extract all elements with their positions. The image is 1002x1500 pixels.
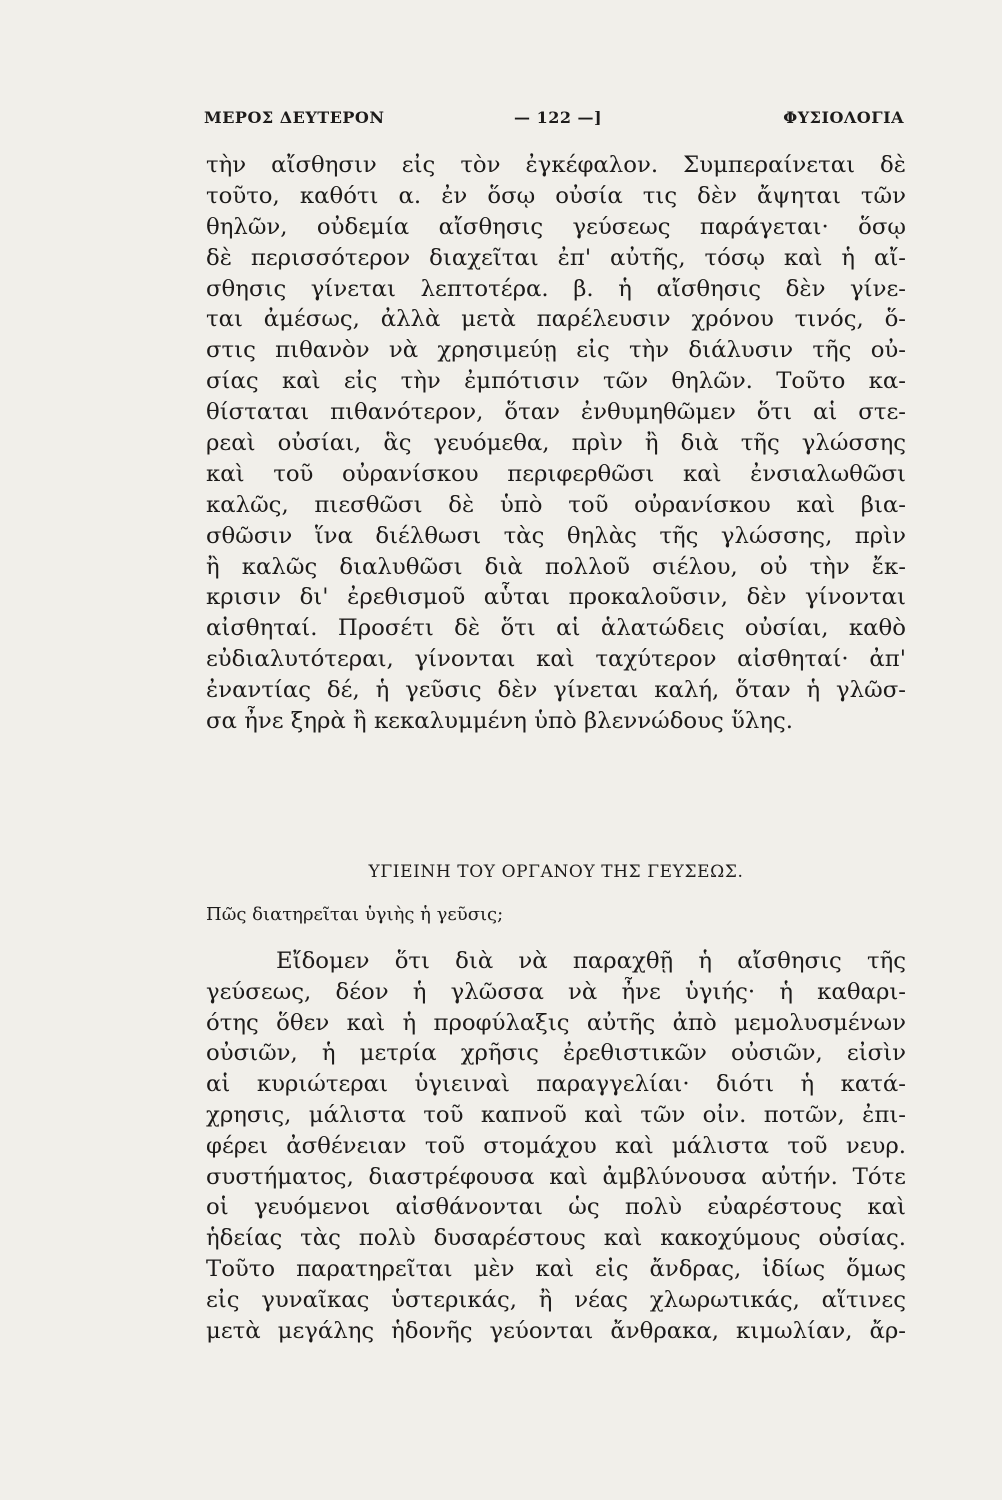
text-line: δὲ περισσότερον διαχεῖται ἐπ' αὐτῆς, τόσῳ καὶ ἡ αἴ- <box>206 244 906 271</box>
paragraph-physiology <box>206 150 906 737</box>
text-line: σθησις γίνεται λεπτοτέρα. β. ἡ αἴσθησις δὲν γίνε- <box>206 275 906 302</box>
text-line: σίας καὶ εἰς τὴν ἐμπότισιν τῶν θηλῶν. Τοῦτο κα- <box>206 368 906 395</box>
running-head <box>204 108 904 138</box>
text-line: ἐναντίας δέ, ἡ γεῦσις δὲν γίνεται καλή, ὅταν ἡ γλῶσ- <box>206 677 906 704</box>
text-line: θίσταται πιθανότερον, ὅταν ἐνθυμηθῶμεν ὅτι αἱ στε- <box>206 399 906 426</box>
text-line: κρισιν δι' ἐρεθισμοῦ αὗται προκαλοῦσιν, δὲν γίνονται <box>206 584 906 611</box>
text-line: γεύσεως, δέον ἡ γλῶσσα νὰ ἦνε ὑγιής· ἡ καθαρι- <box>206 978 906 1005</box>
text-line: μετὰ μεγάλης ἡδονῆς γεύονται ἄνθρακα, κιμωλίαν, ἄρ- <box>206 1317 906 1344</box>
text-line: τὴν αἴσθησιν εἰς τὸν ἐγκέφαλον. Συμπεραίνεται δὲ <box>206 152 906 178</box>
text-line: καὶ τοῦ οὐρανίσκου περιφερθῶσι καὶ ἐνσιαλωθῶσι <box>206 460 906 487</box>
text-line: θηλῶν, οὐδεμία αἴσθησις γεύσεως παράγεται· ὅσῳ <box>206 213 906 240</box>
text-line: χρησις, μάλιστα τοῦ καπνοῦ καὶ τῶν οἰν. ποτῶν, ἐπι- <box>206 1101 906 1128</box>
text-line: οἱ γευόμενοι αἰσθάνονται ὡς πολὺ εὐαρέστους καὶ <box>206 1194 906 1221</box>
text-line: εὐδιαλυτότεραι, γίνονται καὶ ταχύτερον αἰσθηταί· ἀπ' <box>206 646 906 673</box>
text-line: τοῦτο, καθότι α. ἐν ὅσῳ οὐσία τις δὲν ἄψηται τῶν <box>206 182 906 209</box>
text-line: ται ἀμέσως, ἀλλὰ μετὰ παρέλευσιν χρόνου τινός, ὅ- <box>206 306 906 333</box>
text-line: ρεαὶ οὐσίαι, ἃς γευόμεθα, πρὶν ἢ διὰ τῆς γλώσσης <box>206 430 906 457</box>
paragraph-hygiene <box>206 946 906 1346</box>
text-line: Τοῦτο παρατηρεῖται μὲν καὶ εἰς ἄνδρας, ἰδίως ὅμως <box>206 1255 906 1282</box>
text-line: ἢ καλῶς διαλυθῶσι διὰ πολλοῦ σιέλου, οὐ τὴν ἔκ- <box>206 553 906 580</box>
text-line: οὐσιῶν, ἡ μετρία χρῆσις ἐρεθιστικῶν οὐσιῶν, εἰσὶν <box>206 1040 906 1067</box>
text-line: φέρει ἀσθένειαν τοῦ στομάχου καὶ μάλιστα τοῦ νευρ. <box>206 1132 906 1159</box>
text-line: συστήματος, διαστρέφουσα καὶ ἀμβλύνουσα αὐτήν. Τότε <box>206 1163 906 1190</box>
section-heading: ΥΓΙΕΙΝΗ ΤΟΥ ΟΡΓΑΝΟΥ ΤΗΣ ΓΕΥΣΕΩΣ. <box>368 862 744 882</box>
text-line: στις πιθανὸν νὰ χρησιμεύῃ εἰς τὴν διάλυσιν τῆς οὐ- <box>206 337 906 364</box>
text-line: σθῶσιν ἵνα διέλθωσι τὰς θηλὰς τῆς γλώσσης, πρὶν <box>206 522 906 549</box>
text-line: ότης ὅθεν καὶ ἡ προφύλαξις αὐτῆς ἀπὸ μεμολυσμένων <box>206 1009 906 1036</box>
header-section-title: ΜΕΡΟΣ ΔΕΥΤΕΡΟΝ <box>204 108 385 127</box>
text-line: ἡδείας τὰς πολὺ δυσαρέστους καὶ κακοχύμους οὐσίας. <box>206 1225 906 1252</box>
text-line: σα ἦνε ξηρὰ ἢ κεκαλυμμένη ὑπὸ βλεννώδους ὕλης. <box>206 708 794 735</box>
text-line: αἱ κυριώτεραι ὑγιειναὶ παραγγελίαι· διότι ἡ κατά- <box>206 1071 906 1098</box>
header-subject-title: ΦΥΣΙΟΛΟΓΙΑ <box>783 108 904 127</box>
section-question: Πῶς διατηρεῖται ὑγιὴς ἡ γεῦσις; <box>206 904 504 925</box>
text-line: εἰς γυναῖκας ὑστερικάς, ἢ νέας χλωρωτικάς, αἵτινες <box>206 1286 906 1313</box>
text-line: αἰσθηταί. Προσέτι δὲ ὅτι αἱ ἁλατώδεις οὐσίαι, καθὸ <box>206 615 906 642</box>
text-line: καλῶς, πιεσθῶσι δὲ ὑπὸ τοῦ οὐρανίσκου καὶ βια- <box>206 491 906 518</box>
page-number: — 122 —] <box>514 108 603 127</box>
text-line: Εἴδομεν ὅτι διὰ νὰ παραχθῇ ἡ αἴσθησις τῆς <box>276 948 906 974</box>
